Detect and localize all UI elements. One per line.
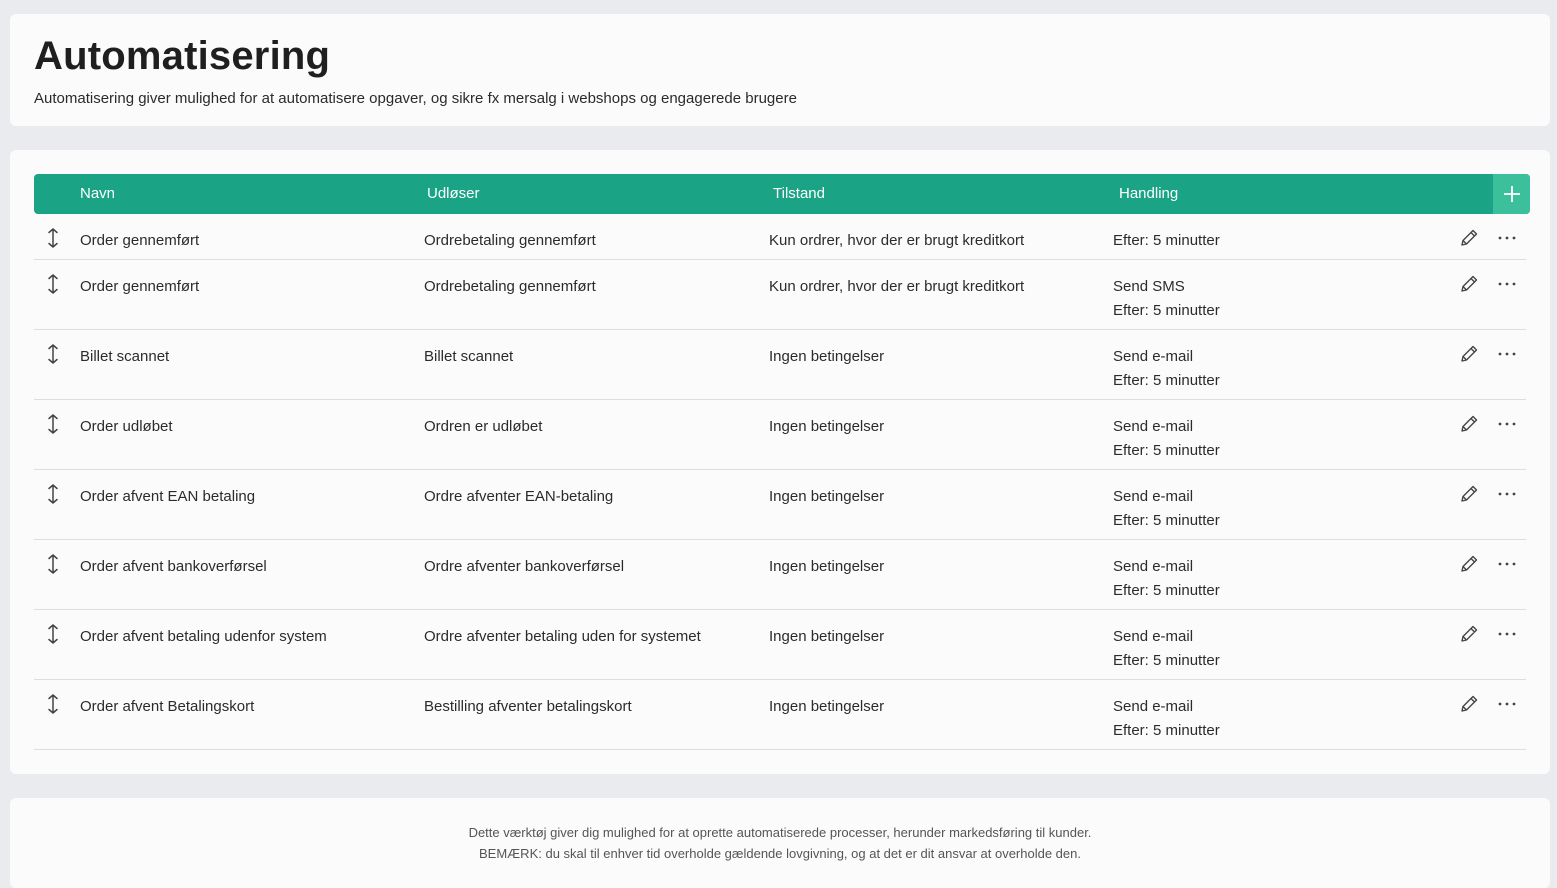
edit-button[interactable]	[1458, 273, 1480, 303]
row-state: Kun ordrer, hvor der er brugt kreditkort	[769, 232, 1025, 249]
row-trigger: Ordre afventer EAN-betaling	[424, 488, 614, 505]
action-line: Efter: 5 minutter	[1113, 722, 1220, 739]
edit-button[interactable]	[1458, 483, 1480, 513]
more-options-button[interactable]	[1497, 273, 1517, 303]
row-name: Order gennemført	[80, 232, 200, 249]
action-line: Send SMS	[1113, 278, 1185, 295]
drag-handle-icon	[46, 693, 60, 715]
row-trigger: Billet scannet	[424, 348, 514, 365]
drag-handle[interactable]	[46, 413, 60, 443]
drag-handle[interactable]	[46, 693, 60, 723]
drag-handle[interactable]	[46, 343, 60, 373]
column-header-trigger[interactable]: Udløser	[427, 185, 480, 202]
row-action	[1113, 695, 1220, 743]
plus-icon	[1503, 185, 1521, 203]
action-line: Send e-mail	[1113, 418, 1194, 435]
table-body	[34, 214, 1526, 750]
row-trigger: Ordre afventer bankoverførsel	[424, 558, 625, 575]
drag-handle-icon	[46, 623, 60, 645]
edit-button[interactable]	[1458, 413, 1480, 443]
action-line: Send e-mail	[1113, 628, 1194, 645]
row-state: Ingen betingelser	[769, 558, 885, 575]
row-state: Ingen betingelser	[769, 628, 885, 645]
row-trigger: Ordren er udløbet	[424, 418, 543, 435]
table-header	[34, 174, 1530, 214]
action-line: Send e-mail	[1113, 488, 1194, 505]
row-action	[1113, 229, 1220, 253]
row-state: Ingen betingelser	[769, 698, 885, 715]
automation-table-card	[10, 150, 1550, 774]
more-icon	[1497, 413, 1517, 435]
more-options-button[interactable]	[1497, 483, 1517, 513]
more-icon	[1497, 623, 1517, 645]
more-options-button[interactable]	[1497, 343, 1517, 373]
drag-handle[interactable]	[46, 553, 60, 583]
pencil-icon	[1458, 413, 1480, 435]
table-row[interactable]	[34, 214, 1526, 260]
action-line: Efter: 5 minutter	[1113, 302, 1220, 319]
row-trigger: Ordrebetaling gennemført	[424, 232, 596, 249]
row-name: Order udløbet	[80, 418, 173, 435]
row-name: Order afvent bankoverførsel	[80, 558, 267, 575]
action-line: Efter: 5 minutter	[1113, 372, 1220, 389]
action-line: Efter: 5 minutter	[1113, 652, 1220, 669]
table-row[interactable]	[34, 470, 1526, 540]
pencil-icon	[1458, 227, 1480, 249]
action-line: Efter: 5 minutter	[1113, 512, 1220, 529]
action-line: Send e-mail	[1113, 558, 1194, 575]
drag-handle[interactable]	[46, 227, 60, 257]
table-row[interactable]	[34, 330, 1526, 400]
pencil-icon	[1458, 693, 1480, 715]
action-line: Send e-mail	[1113, 348, 1194, 365]
row-action	[1113, 485, 1220, 533]
more-icon	[1497, 273, 1517, 295]
row-name: Order gennemført	[80, 278, 200, 295]
pencil-icon	[1458, 623, 1480, 645]
table-row[interactable]	[34, 260, 1526, 330]
more-options-button[interactable]	[1497, 553, 1517, 583]
pencil-icon	[1458, 343, 1480, 365]
more-icon	[1497, 227, 1517, 249]
drag-handle[interactable]	[46, 273, 60, 303]
drag-handle-icon	[46, 553, 60, 575]
action-line: Send e-mail	[1113, 698, 1194, 715]
edit-button[interactable]	[1458, 227, 1480, 257]
edit-button[interactable]	[1458, 623, 1480, 653]
pencil-icon	[1458, 553, 1480, 575]
row-state: Kun ordrer, hvor der er brugt kreditkort	[769, 278, 1025, 295]
header-card	[10, 14, 1550, 126]
page-title: Automatisering	[34, 34, 331, 78]
more-options-button[interactable]	[1497, 623, 1517, 653]
footer-card	[10, 798, 1550, 888]
row-name: Order afvent EAN betaling	[80, 488, 256, 505]
more-options-button[interactable]	[1497, 693, 1517, 723]
add-automation-button[interactable]	[1493, 174, 1530, 214]
action-line: Efter: 5 minutter	[1113, 442, 1220, 459]
more-options-button[interactable]	[1497, 227, 1517, 257]
more-icon	[1497, 693, 1517, 715]
row-name: Order afvent Betalingskort	[80, 698, 255, 715]
drag-handle[interactable]	[46, 483, 60, 513]
column-header-action[interactable]: Handling	[1119, 185, 1179, 202]
row-name: Order afvent betaling udenfor system	[80, 628, 327, 645]
row-action	[1113, 345, 1220, 393]
row-state: Ingen betingelser	[769, 488, 885, 505]
row-trigger: Bestilling afventer betalingskort	[424, 698, 632, 715]
row-action	[1113, 625, 1220, 673]
drag-handle-icon	[46, 343, 60, 365]
row-trigger: Ordre afventer betaling uden for systemet	[424, 628, 701, 645]
edit-button[interactable]	[1458, 553, 1480, 583]
pencil-icon	[1458, 483, 1480, 505]
drag-handle-icon	[46, 273, 60, 295]
row-action	[1113, 415, 1220, 463]
table-row[interactable]	[34, 400, 1526, 470]
row-state: Ingen betingelser	[769, 418, 885, 435]
row-action	[1113, 555, 1220, 603]
more-icon	[1497, 343, 1517, 365]
drag-handle-icon	[46, 227, 60, 249]
edit-button[interactable]	[1458, 693, 1480, 723]
more-options-button[interactable]	[1497, 413, 1517, 443]
drag-handle-icon	[46, 413, 60, 435]
row-name: Billet scannet	[80, 348, 170, 365]
edit-button[interactable]	[1458, 343, 1480, 373]
footer-notice: Dette værktøj giver dig mulighed for at oprette automatiserede processer, herunder markedsføring til kunder.	[468, 825, 1092, 840]
row-trigger: Ordrebetaling gennemført	[424, 278, 596, 295]
table-row[interactable]	[34, 540, 1526, 610]
drag-handle-icon	[46, 483, 60, 505]
drag-handle[interactable]	[46, 623, 60, 653]
action-line: Efter: 5 minutter	[1113, 582, 1220, 599]
table-row[interactable]	[34, 680, 1526, 750]
pencil-icon	[1458, 273, 1480, 295]
column-header-name[interactable]: Navn	[80, 185, 116, 202]
more-icon	[1497, 553, 1517, 575]
more-icon	[1497, 483, 1517, 505]
page-subtitle: Automatisering giver mulighed for at automatisere opgaver, og sikre fx mersalg i webshops og engagerede brugere	[34, 90, 797, 107]
footer-warning: BEMÆRK: du skal til enhver tid overholde gældende lovgivning, og at det er dit ansvar at overholde den.	[479, 846, 1081, 861]
action-line: Efter: 5 minutter	[1113, 232, 1220, 249]
table-row[interactable]	[34, 610, 1526, 680]
row-state: Ingen betingelser	[769, 348, 885, 365]
row-action	[1113, 275, 1220, 323]
column-header-state[interactable]: Tilstand	[773, 185, 825, 202]
